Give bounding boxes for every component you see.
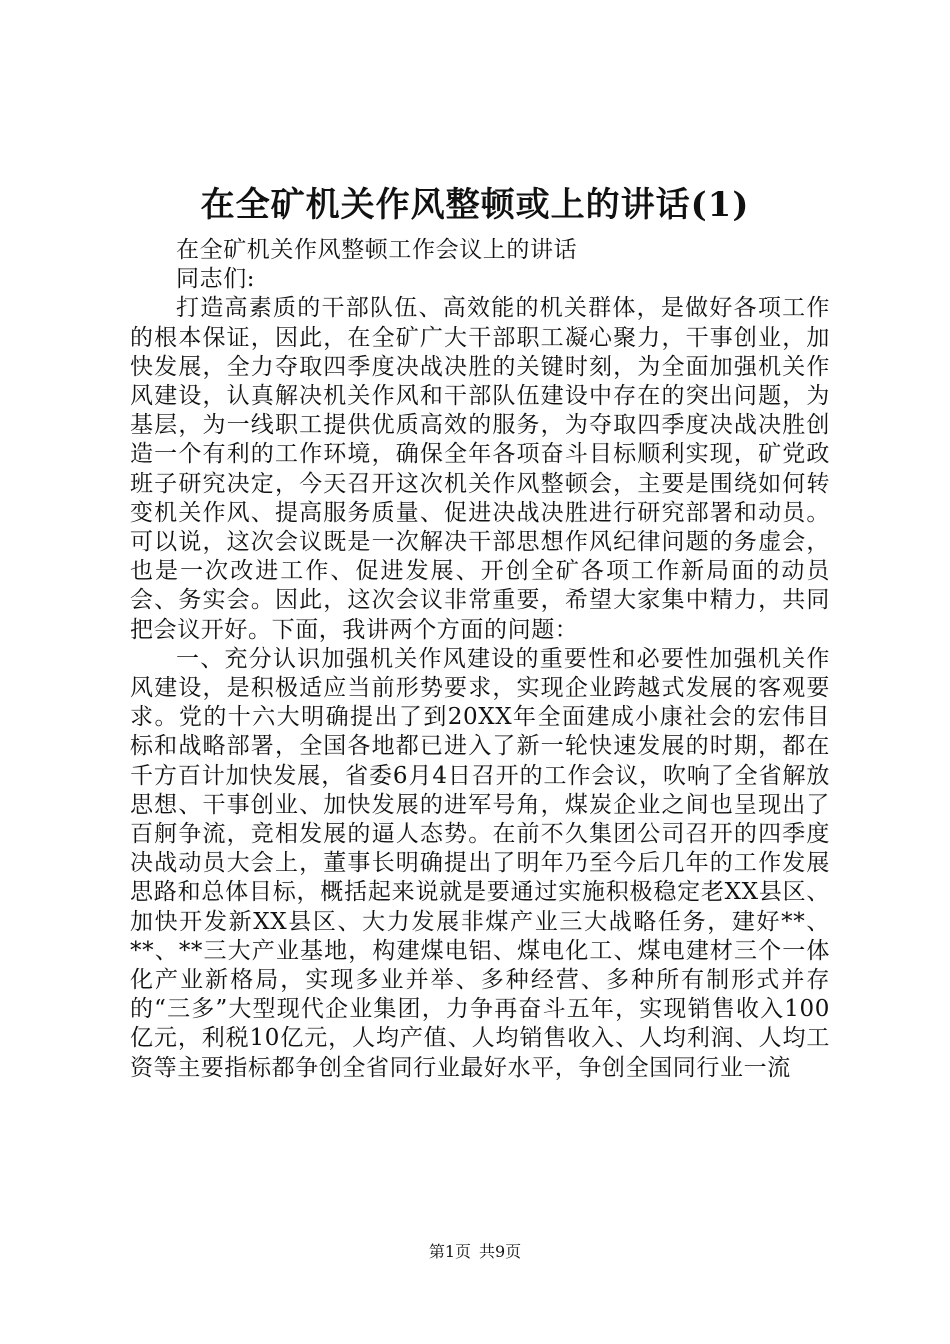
document-subtitle: 在全矿机关作风整顿工作会议上的讲话: [176, 237, 578, 263]
salutation: 同志们:: [176, 266, 256, 293]
paragraph: 打造高素质的干部队伍、高效能的机关群体，是做好各项工作的根本保证，因此，在全矿广大干部职工凝心聚力，干事创业，加快发展，全力夺取四季度决战决胜的关键时刻，为全面加强机关作风建设，认真解决机关作风和干部队伍建设中存在的突出问题，为基层，为一线职工提供优质高效的服务，为夺取四季度决战决胜创造一个有利的工作环境，确保全年各项奋斗目标顺利实现，矿党政班子研究决定，今天召开这次机关作风整顿会，主要是围绕如何转变机关作风、提高服务质量、促进决战决胜进行研究部署和动员。可以说，这次会议既是一次解决干部思想作风纪律问题的务虚会，也是一次改进工作、促进发展、开创全矿各项工作新局面的动员会、务实会。因此，这次会议非常重要，希望大家集中精力，共同把会议开好。下面，我讲两个方面的问题：: [130, 295, 830, 643]
page-total: 共9页: [479, 1242, 522, 1261]
page-number: 第1页: [428, 1242, 471, 1261]
paragraph: 一、充分认识加强机关作风建设的重要性和必要性加强机关作风建设，是积极适应当前形势要求，实现企业跨越式发展的客观要求。党的十六大明确提出了到20XX年全面建成小康社会的宏伟目标和战略部署，全国各地都已进入了新一轮快速发展的时期，都在千方百计加快发展，省委6月4日召开的工作会议，吹响了全省解放思想、干事创业、加快发展的进军号角，煤炭企业之间也呈现出了百舸争流，竞相发展的逼人态势。在前不久集团公司召开的四季度决战动员大会上，董事长明确提出了明年乃至今后几年的工作发展思路和总体目标，概括起来说就是要通过实施积极稳定老XX县区、加快开发新XX县区、大力发展非煤产业三大战略任务，建好**、**、**三大产业基地，构建煤电铝、煤电化工、煤电建材三个一体化产业新格局，实现多业并举、多种经营、多种所有制形式并存的“三多”大型现代企业集团，力争再奋斗五年，实现销售收入100亿元，利税10亿元，人均产值、人均销售收入、人均利润、人均工资等主要指标都争创全省同行业最好水平，争创全国同行业一流: [130, 645, 830, 1081]
page-footer: [0, 1242, 950, 1262]
document-body: [130, 236, 830, 1083]
document-title: 在全矿机关作风整顿或上的讲话(1): [200, 185, 750, 225]
